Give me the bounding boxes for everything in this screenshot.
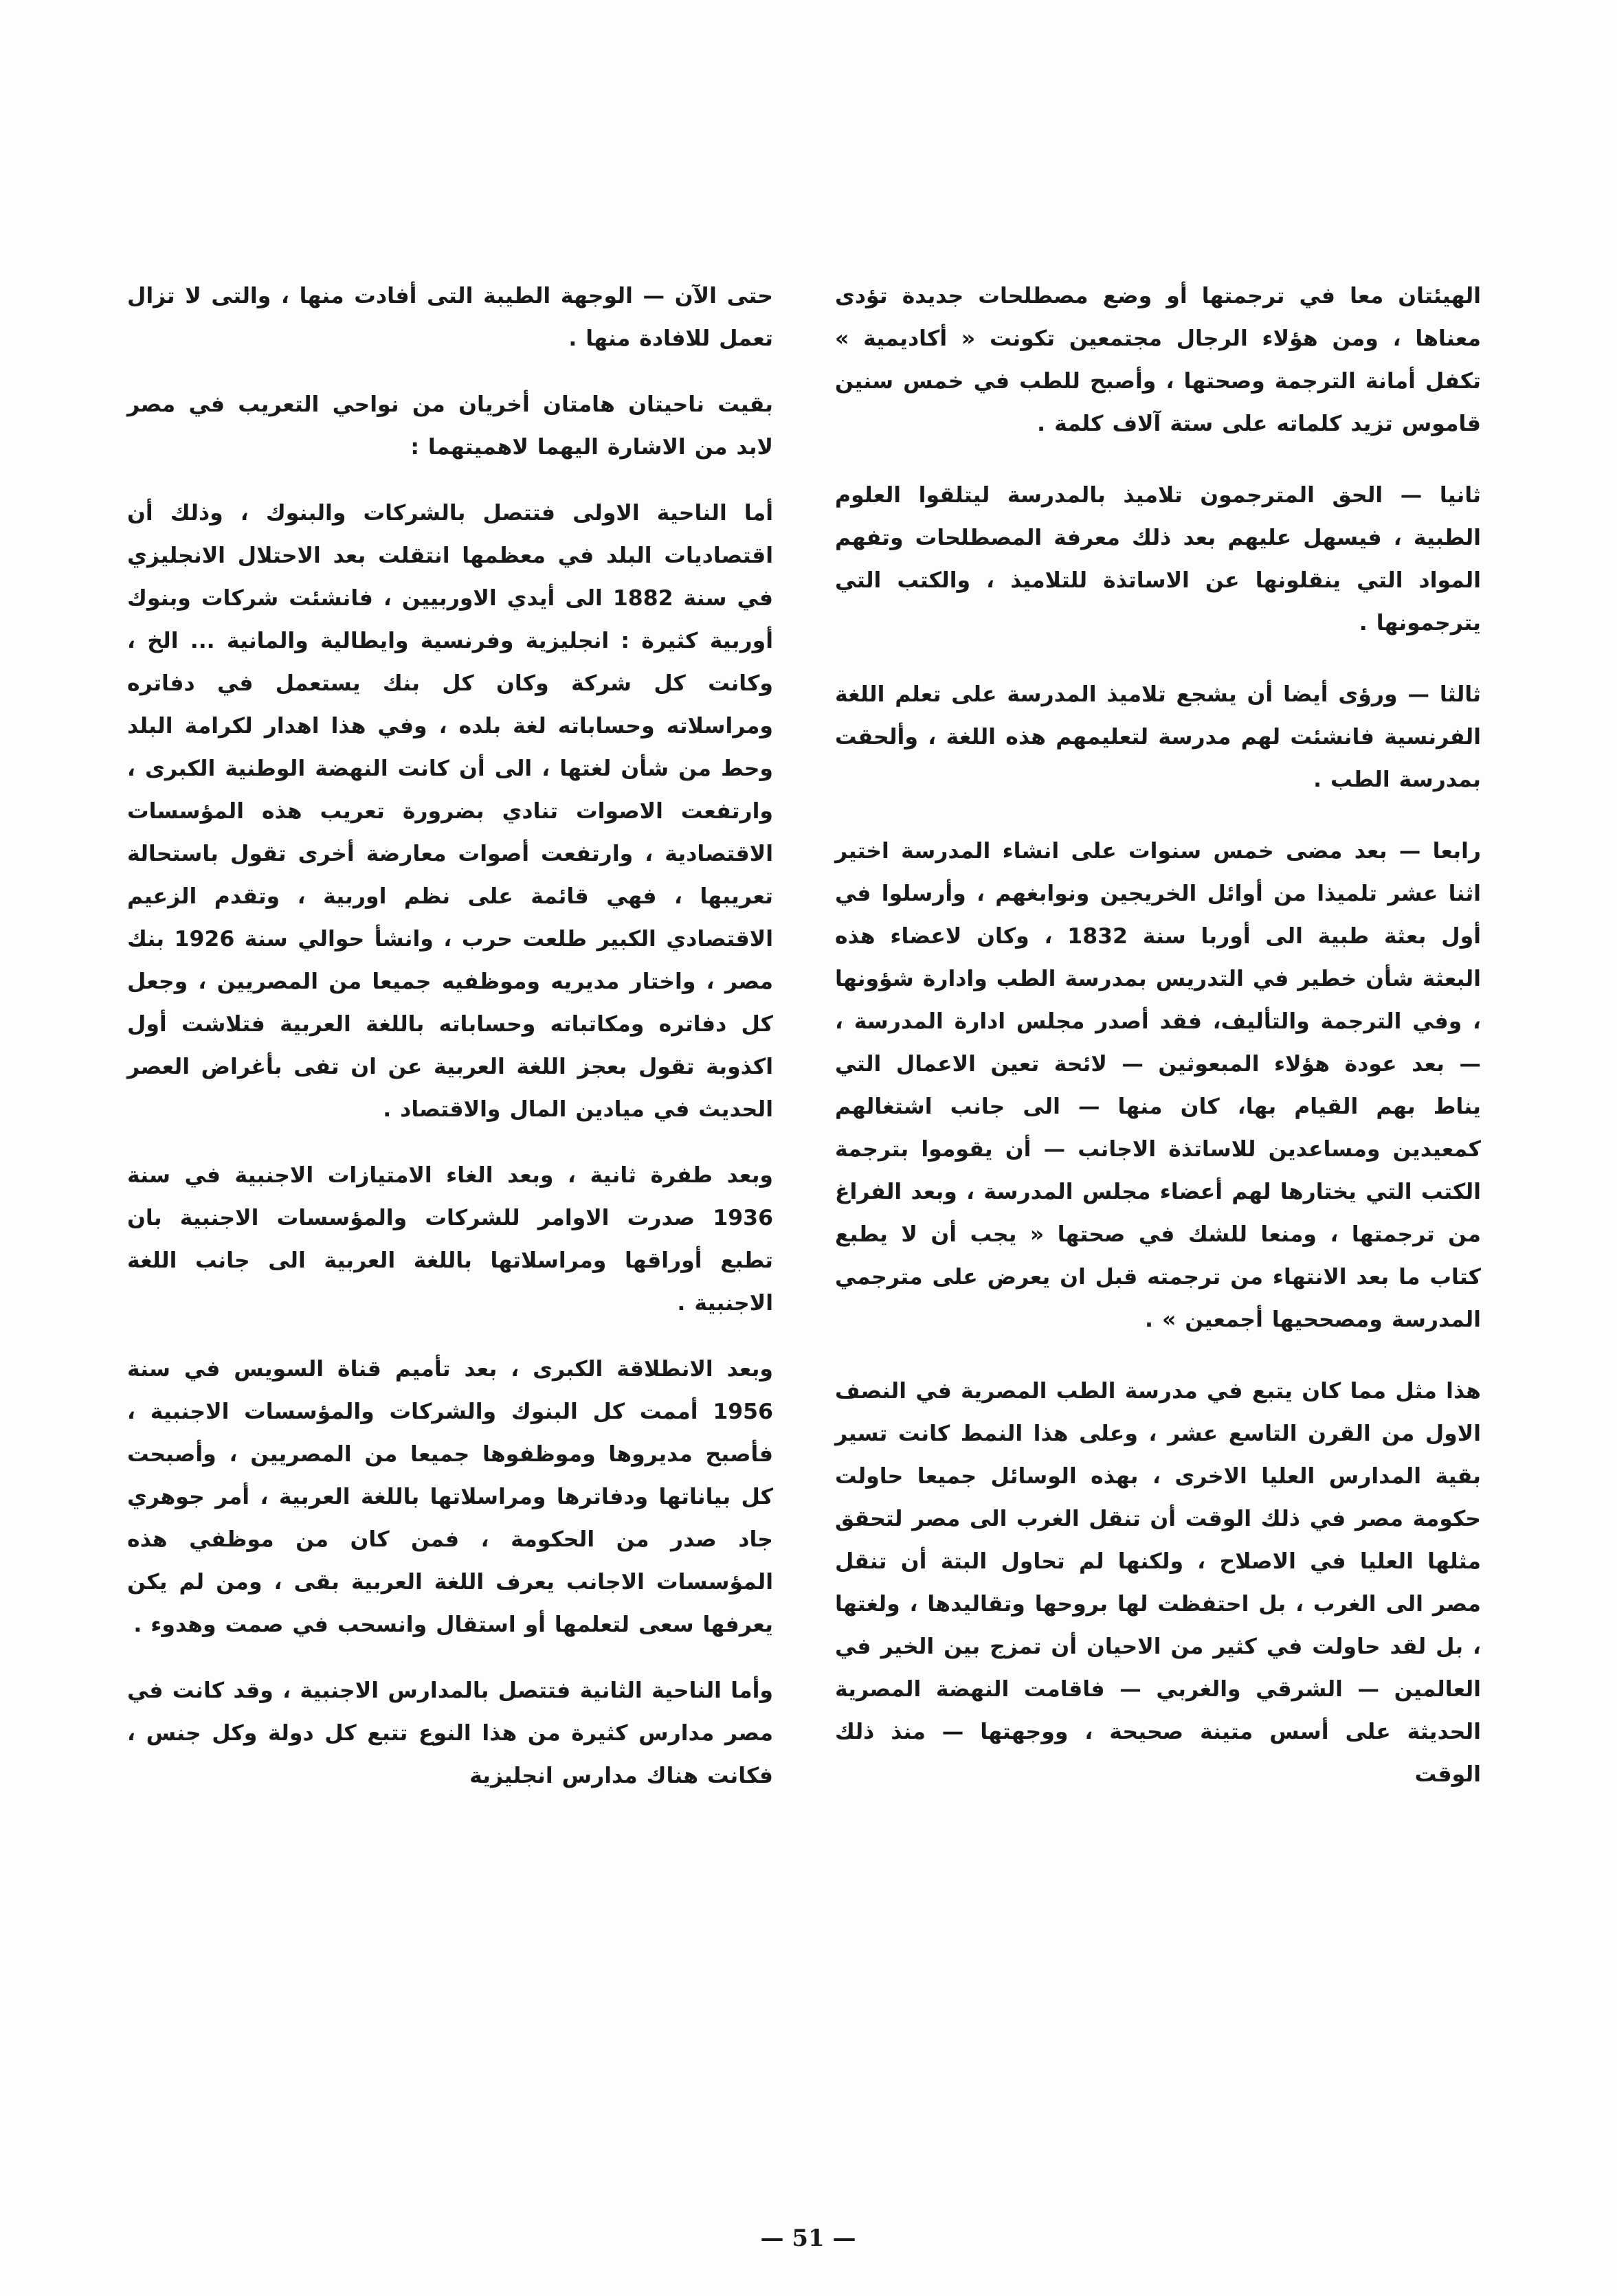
paragraph-left-2: بقيت ناحيتان هامتان أخريان من نواحي التعريب في مصر لابد من الاشارة اليهما لاهميتهما : xyxy=(127,392,773,460)
paragraph-right-5: هذا مثل مما كان يتبع في مدرسة الطب المصرية في النصف الاول من القرن التاسع عشر ، وعلى هذا النمط كانت تسير بقية المدارس العليا الاخرى ، بهذه الوسائل جميعا حاولت حكومة مصر في ذلك الوقت أن تنقل الغرب الى مصر لتحقق مثلها العليا في الاصلاح ، ولكنها لم تحاول البتة أن تنقل مصر الى الغرب ، بل احتفظت لها بروحها وتقاليدها ، ولغتها ، بل لقد حاولت في كثير من الاحيان أن تمزج بين الخير في العالمين — الشرقي والغربي — فاقامت النهضة المصرية الحديثة على أسس متينة صحيحة ، ووجهتها — منذ ذلك الوقت xyxy=(835,1379,1481,1787)
paragraph-right-2: ثانيا — الحق المترجمون تلاميذ بالمدرسة ليتلقوا العلوم الطبية ، فيسهل عليهم بعد ذلك معرفة المصطلحات وتفهم المواد التي ينقلونها عن الاساتذة للتلاميذ ، والكتب التي يترجمونها . xyxy=(835,483,1481,635)
paragraph-left-3: أما الناحية الاولى فتتصل بالشركات والبنوك ، وذلك أن اقتصاديات البلد في معظمها انتقلت بعد الاحتلال الانجليزي في سنة 1882 الى أيدي الاوربيين ، فانشئت شركات وبنوك أوربية كثيرة : انجليزية وفرنسية وايطالية والمانية ... الخ ، وكانت كل شركة وكان كل بنك يستعمل في دفاتره ومراسلاته وحساباته لغة بلده ، وفي هذا اهدار لكرامة البلد وحط من شأن لغتها ، الى أن كانت النهضة الوطنية الكبرى ، وارتفعت الاصوات تنادي بضرورة تعريب هذه المؤسسات الاقتصادية ، وارتفعت أصوات معارضة أخرى تقول باستحالة تعريبها ، فهي قائمة على نظم اوربية ، وتقدم الزعيم الاقتصادي الكبير طلعت حرب ، وانشأ حوالي سنة 1926 بنك مصر ، واختار مديريه وموظفيه جميعا من المصريين ، وجعل كل دفاتره ومكاتباته وحساباته باللغة العربية فتلاشت أول اكذوبة تقول بعجز اللغة العربية عن ان تفى بأغراض العصر الحديث في ميادين المال والاقتصاد . xyxy=(127,501,774,1122)
right-column xyxy=(835,275,1481,1796)
paragraph-right-3: ثالثا — ورؤى أيضا أن يشجع تلاميذ المدرسة على تعلم اللغة الفرنسية فانشئت لهم مدرسة لتعليمهم هذه اللغة ، وألحقت بمدرسة الطب . xyxy=(835,682,1481,792)
page-number: — 51 — xyxy=(760,2225,856,2252)
paragraph-right-4: رابعا — بعد مضى خمس سنوات على انشاء المدرسة اختير اثنا عشر تلميذا من أوائل الخريجين ونوابغهم ، وأرسلوا في أول بعثة طبية الى أوربا سنة 1832 ، وكان لاعضاء هذه البعثة شأن خطير في التدريس بمدرسة الطب وادارة شؤونها ، وفي الترجمة والتأليف، فقد أصدر مجلس ادارة المدرسة ، — بعد عودة هؤلاء المبعوثين — لائحة تعين الاعمال التي يناط بهم القيام بها، كان منها — الى جانب اشتغالهم كمعيدين ومساعدين للاساتذة الاجانب — أن يقوموا بترجمة الكتب التي يختارها لهم أعضاء مجلس المدرسة ، وبعد الفراغ من ترجمتها ، ومنعا للشك في صحتها « يجب أن لا يطبع كتاب ما بعد الانتهاء من ترجمته قبل ان يعرض على مترجمي المدرسة ومصححيها أجمعين » . xyxy=(835,839,1481,1332)
paragraph-left-6: وأما الناحية الثانية فتتصل بالمدارس الاجنبية ، وقد كانت في مصر مدارس كثيرة من هذا النوع تتبع كل دولة وكل جنس ، فكانت هناك مدارس انجليزية xyxy=(127,1678,773,1788)
paragraph-right-1: الهيئتان معا في ترجمتها أو وضع مصطلحات جديدة تؤدى معناها ، ومن هؤلاء الرجال مجتمعين تكونت « أكاديمية » تكفل أمانة الترجمة وصحتها ، وأصبح للطب في خمس سنين قاموس تزيد كلماته على ستة آلاف كلمة . xyxy=(835,284,1481,436)
left-column xyxy=(127,275,773,1821)
paragraph-left-1: حتى الآن — الوجهة الطيبة التى أفادت منها ، والتى لا تزال تعمل للافادة منها . xyxy=(127,284,773,351)
paragraph-left-4: وبعد طفرة ثانية ، وبعد الغاء الامتيازات الاجنبية في سنة 1936 صدرت الاوامر للشركات والمؤسسات الاجنبية بان تطبع أوراقها ومراسلاتها باللغة العربية الى جانب اللغة الاجنبية . xyxy=(127,1163,773,1316)
paragraph-left-5: وبعد الانطلاقة الكبرى ، بعد تأميم قناة السويس في سنة 1956 أممت كل البنوك والشركات والمؤسسات الاجنبية ، فأصبح مديروها وموظفوها جميعا من المصريين ، وأصبحت كل بياناتها ودفاترها ومراسلاتها باللغة العربية ، أمر جوهري جاد صدر من الحكومة ، فمن كان من موظفي هذه المؤسسات الاجانب يعرف اللغة العربية بقى ، ومن لم يكن يعرفها سعى لتعلمها أو استقال وانسحب في صمت وهدوء . xyxy=(127,1357,773,1637)
